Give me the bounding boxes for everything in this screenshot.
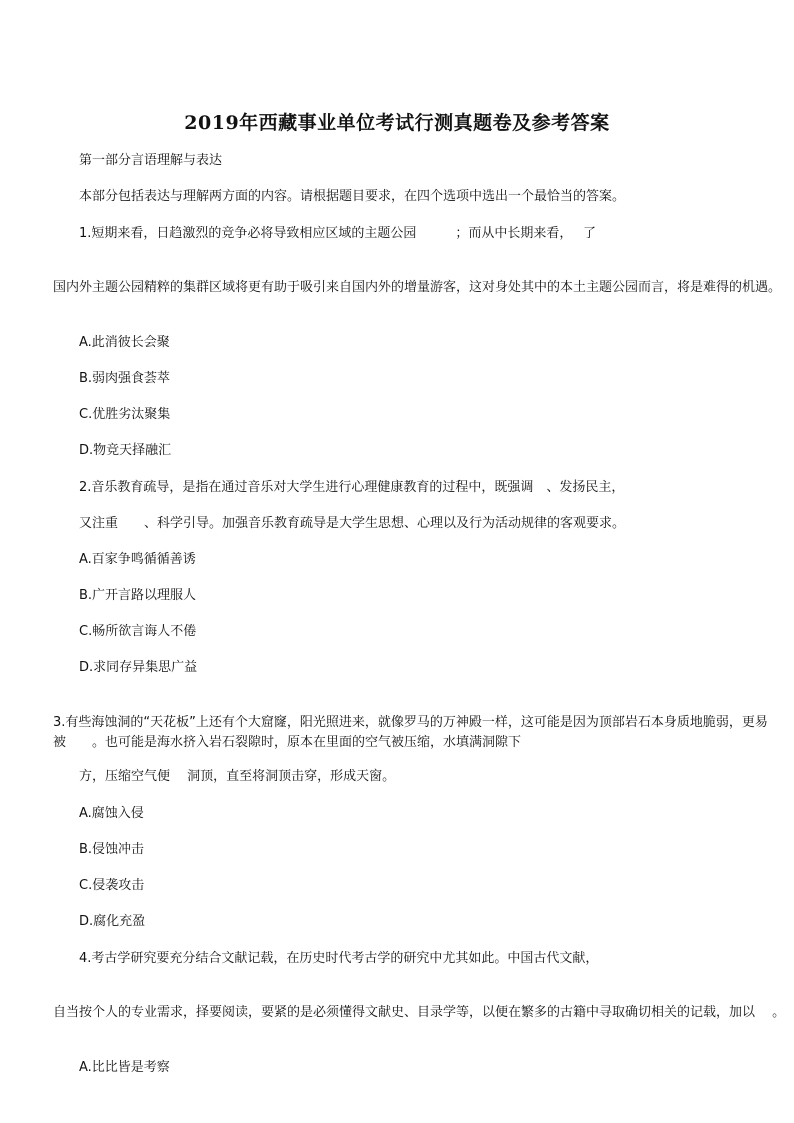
question-3-option-a: A.腐蚀入侵 bbox=[79, 806, 144, 821]
question-1-option-b: B.弱肉强食荟萃 bbox=[79, 371, 171, 386]
question-2-option-b: B.广开言路以理服人 bbox=[79, 588, 197, 603]
question-4-stem-line1: 4.考古学研究要充分结合文献记载，在历史时代考古学的研究中尤其如此。中国古代文献， bbox=[79, 951, 599, 966]
question-3-option-d: D.腐化充盈 bbox=[79, 914, 146, 929]
question-1-option-d: D.物竞天择融汇 bbox=[79, 443, 172, 458]
question-4-stem-line2: 自当按个人的专业需求，择要阅读，要紧的是必须懂得文献史、目录学等，以便在繁多的古籍中寻取确切相关的记载，加以 。 bbox=[53, 1005, 786, 1020]
question-4-option-a: A.比比皆是考察 bbox=[79, 1060, 170, 1075]
question-3-stem-line1: 3.有些海蚀洞的“天花板”上还有个大窟窿，阳光照进来，就像罗马的万神殿一样，这可能是因为顶部岩石本身质地脆弱，更易被 。也可能是海水挤入岩石裂隙时，原本在里面的空气被压缩，水填满洞隙下 bbox=[53, 715, 768, 750]
question-3-option-c: C.侵袭攻击 bbox=[79, 878, 145, 893]
question-1-option-a: A.此消彼长会聚 bbox=[79, 335, 170, 350]
document-title: 2019年西藏事业单位考试行测真题卷及参考答案 bbox=[184, 112, 610, 134]
question-2-option-c: C.畅所欲言诲人不倦 bbox=[79, 624, 197, 639]
section-intro: 本部分包括表达与理解两方面的内容。请根据题目要求，在四个选项中选出一个最恰当的答案。 bbox=[79, 189, 626, 204]
question-2-stem-line1: 2.音乐教育疏导，是指在通过音乐对大学生进行心理健康教育的过程中，既强调 、发扬民主， bbox=[79, 480, 625, 495]
question-1-stem-line1: 1.短期来看，日趋激烈的竞争必将导致相应区域的主题公园 ；而从中长期来看， 了 bbox=[79, 226, 597, 241]
question-1-option-c: C.优胜劣汰聚集 bbox=[79, 407, 171, 422]
section-heading: 第一部分言语理解与表达 bbox=[79, 153, 223, 168]
question-2-stem-line2: 又注重 、科学引导。加强音乐教育疏导是大学生思想、心理以及行为活动规律的客观要求。 bbox=[79, 516, 626, 531]
question-1-stem-line2: 国内外主题公园精粹的集群区域将更有助于吸引来自国内外的增量游客，这对身处其中的本土主题公园而言，将是难得的机遇。 bbox=[53, 280, 782, 295]
question-2-option-d: D.求同存异集思广益 bbox=[79, 660, 198, 675]
question-2-option-a: A.百家争鸣循循善诱 bbox=[79, 552, 196, 567]
question-3-option-b: B.侵蚀冲击 bbox=[79, 842, 145, 857]
question-3-stem-line2: 方，压缩空气便 洞顶，直至将洞顶击穿，形成天窗。 bbox=[79, 769, 396, 784]
